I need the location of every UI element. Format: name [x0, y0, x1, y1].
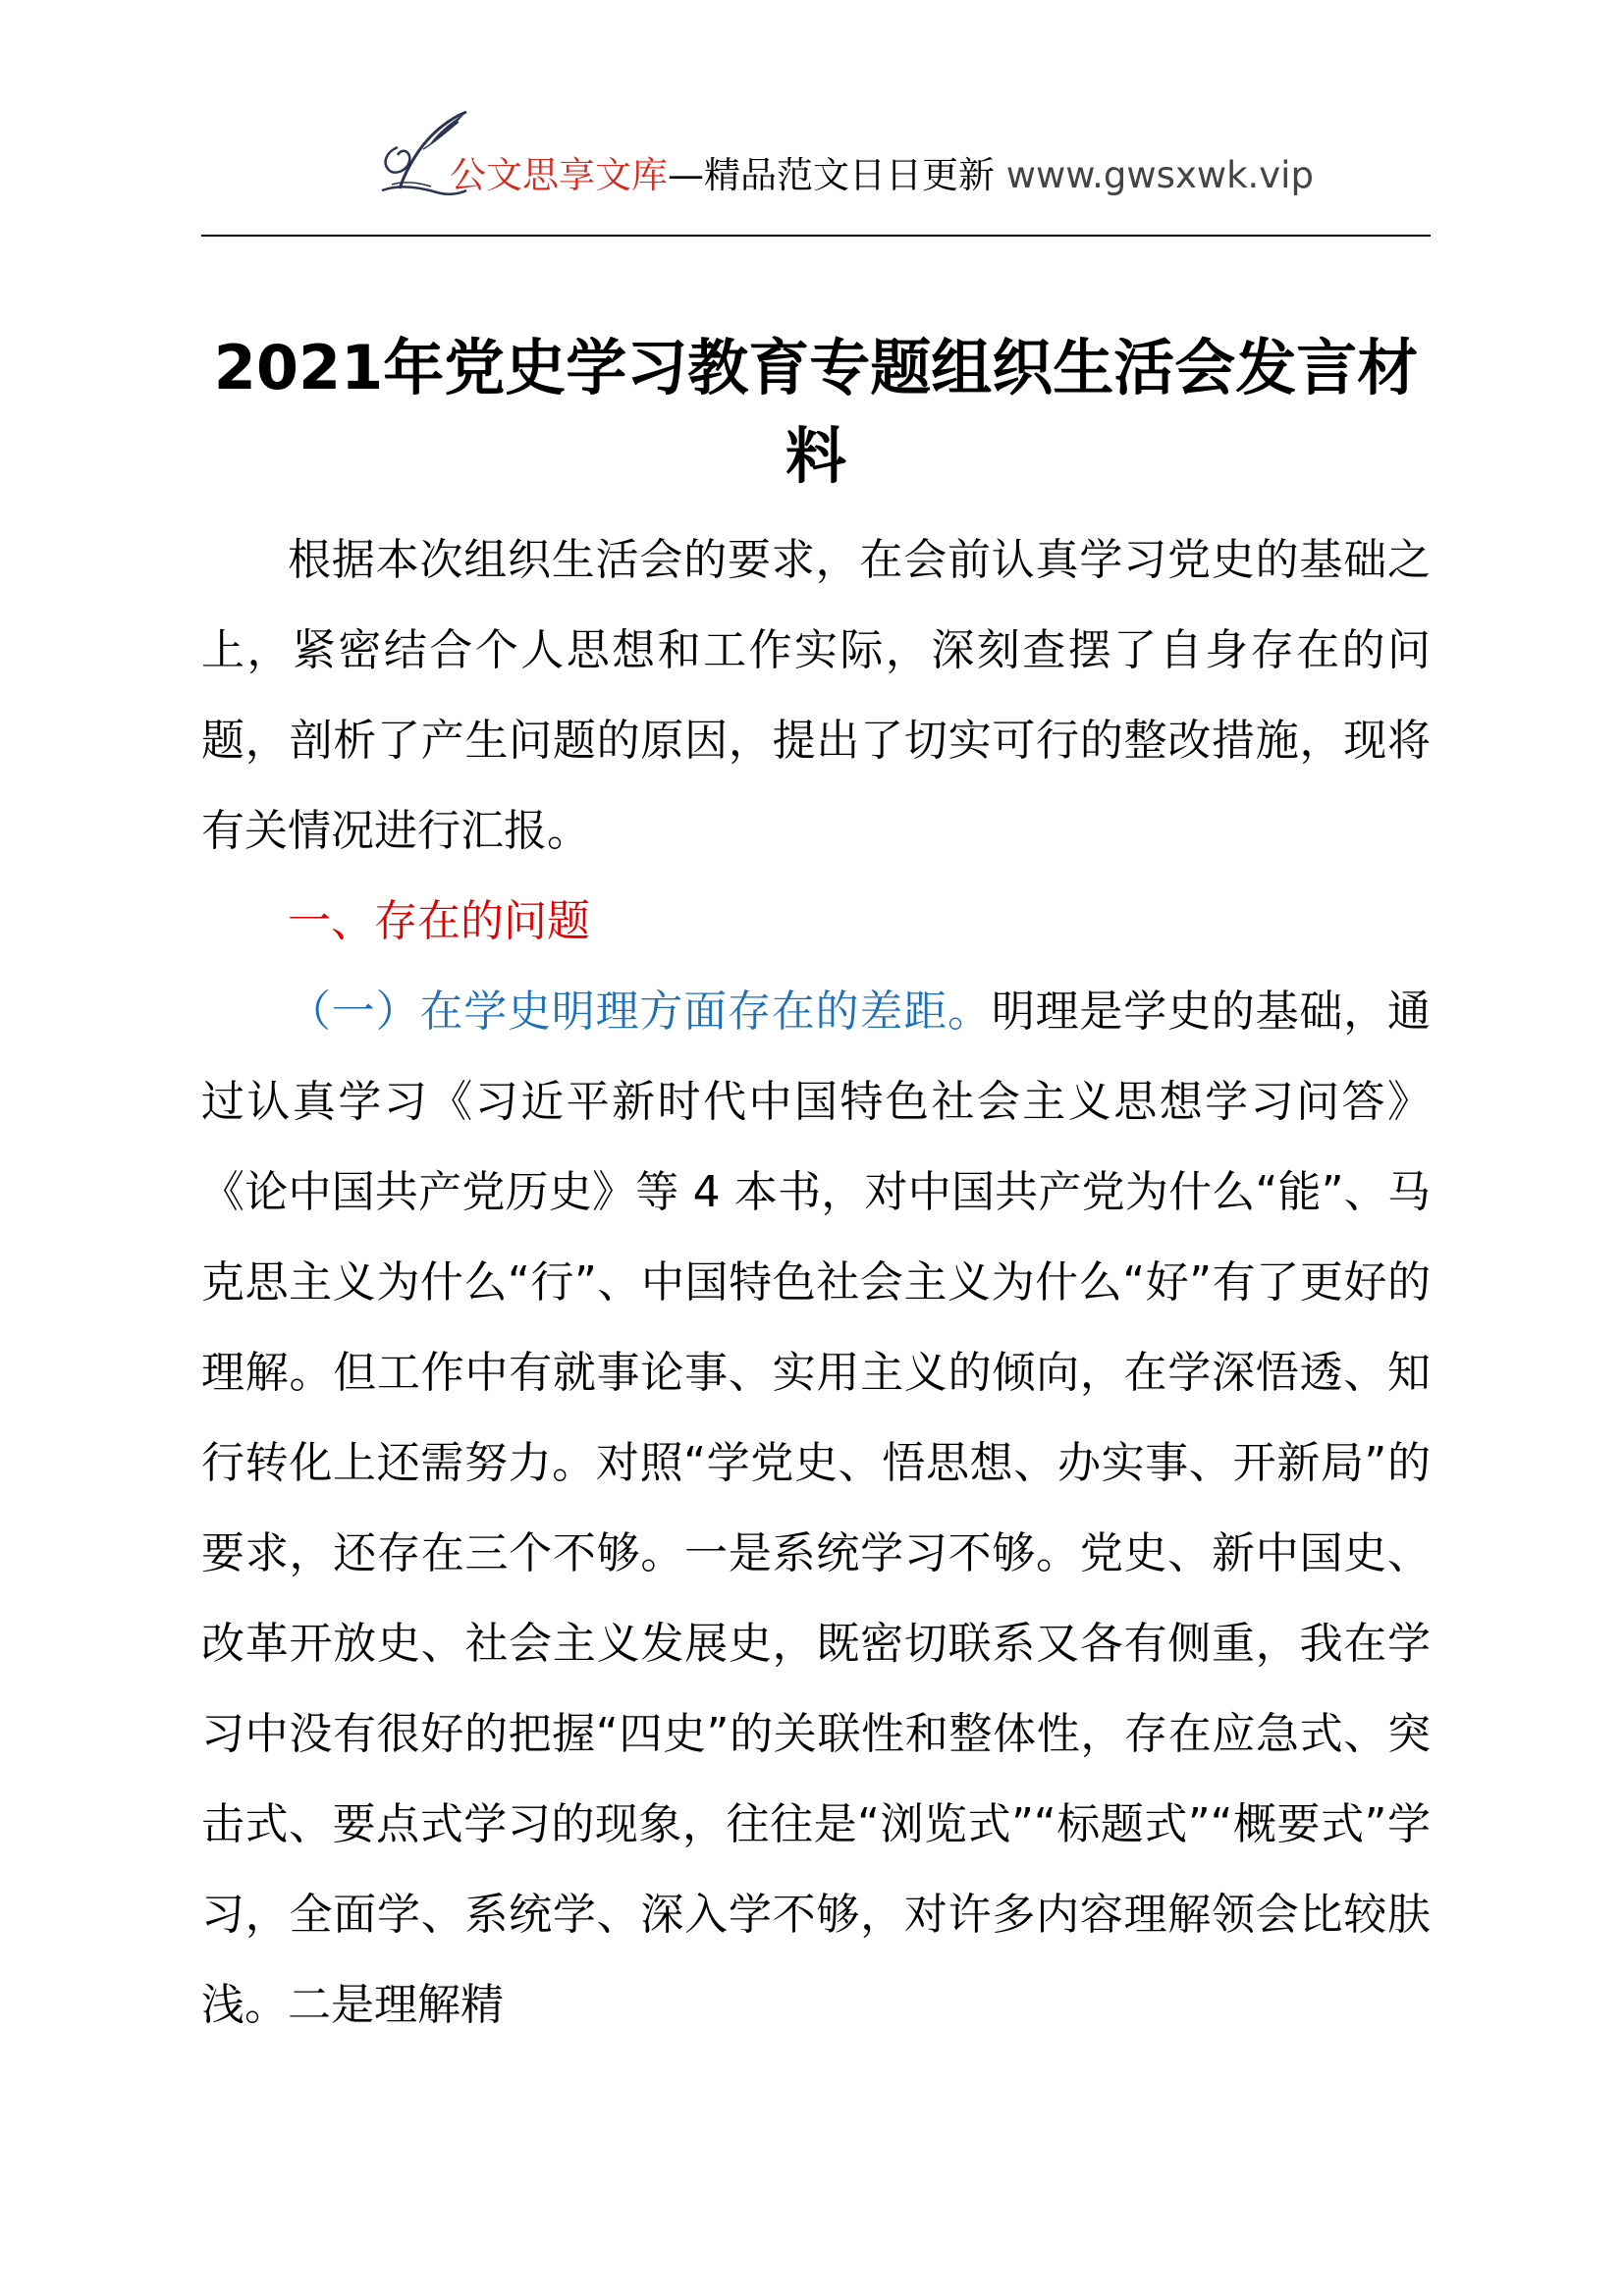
document-body: [201, 324, 1431, 2051]
section-heading: 一、存在的问题: [288, 896, 590, 946]
section-paragraph: [201, 967, 1431, 2051]
header-divider: [201, 235, 1431, 237]
intro-paragraph: 根据本次组织生活会的要求，在会前认真学习党史的基础之上，紧密结合个人思想和工作实际，深刻查摆了自身存在的问题，剖析了产生问题的原因，提出了切实可行的整改措施，现将有关情况进行汇报。: [201, 535, 1431, 856]
subsection-heading: （一）在学史明理方面存在的差距。: [288, 987, 992, 1037]
subsection-body: 明理是学史的基础，通过认真学习《习近平新时代中国特色社会主义思想学习问答》《论中国共产党历史》等 4 本书，对中国共产党为什么“能”、马克思主义为什么“行”、中国特色社会主义为什么“好”有了更好的理解。但工作中有就事论事、实用主义的倾向，在学深悟透、知行转化上还需努力。对照“学党史、悟思想、办实事、开新局”的要求，还存在三个不够。一是系统学习不够。党史、新中国史、改革开放史、社会主义发展史，既密切联系又各有侧重，我在学习中没有很好的把握“四史”的关联性和整体性，存在应急式、突击式、要点式学习的现象，往往是“浏览式”“标题式”“概要式”学习，全面学、系统学、深入学不够，对许多内容理解领会比较肤浅。二是理解精: [201, 987, 1432, 2030]
document-title: 2021年党史学习教育专题组织生活会发言材料: [213, 332, 1419, 492]
page-header: [201, 108, 1431, 236]
site-url: www.gwsxwk.vip: [1005, 154, 1314, 196]
header-banner: [450, 154, 1314, 196]
brand-name: 公文思享文库: [450, 154, 668, 196]
tagline: —精品范文日日更新: [668, 154, 995, 196]
